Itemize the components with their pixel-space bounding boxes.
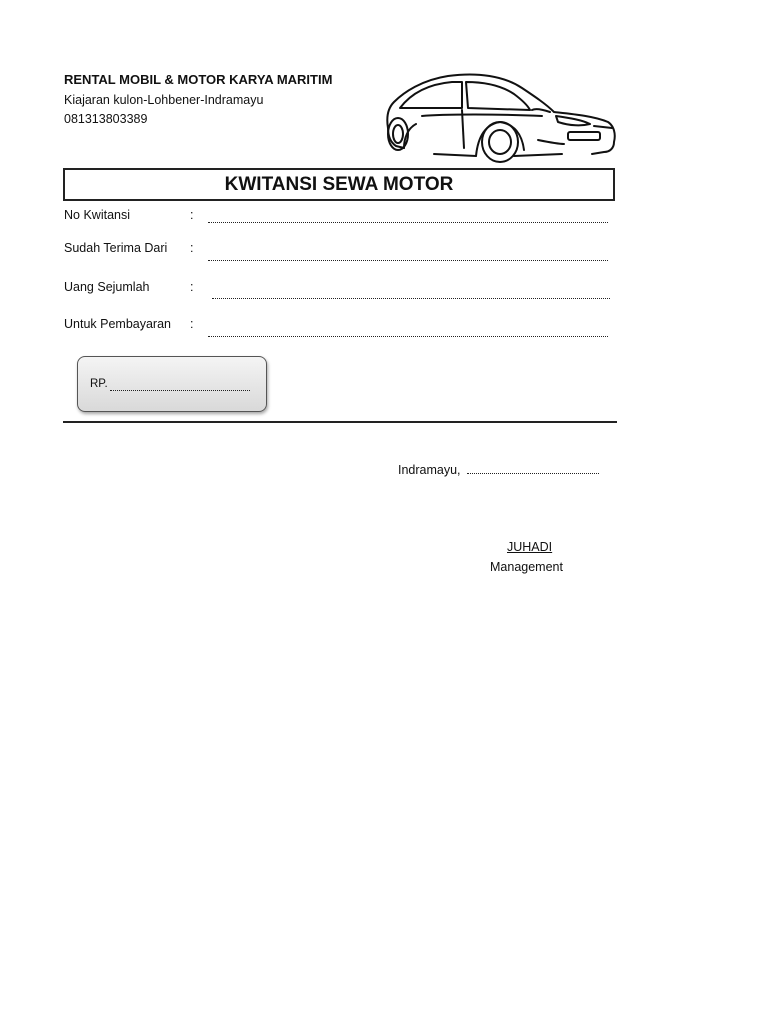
field-label-untuk-pembayaran: Untuk Pembayaran	[64, 317, 172, 331]
field-blank-untuk-pembayaran[interactable]	[208, 336, 608, 337]
field-blank-uang-sejumlah[interactable]	[212, 298, 610, 299]
divider-line	[63, 421, 617, 423]
field-colon: :	[190, 280, 194, 294]
amount-label: RP.	[90, 378, 108, 390]
company-phone: 081313803389	[64, 112, 148, 126]
receipt-title: KWITANSI SEWA MOTOR	[224, 173, 454, 195]
field-blank-sudah-terima-dari[interactable]	[208, 260, 608, 261]
field-colon: :	[190, 241, 194, 255]
car-icon	[382, 70, 618, 166]
amount-blank[interactable]	[110, 390, 250, 391]
field-colon: :	[190, 208, 194, 222]
signer-name: JUHADI	[507, 540, 553, 554]
receipt-title-box	[63, 168, 615, 201]
field-colon: :	[190, 317, 194, 331]
place-label: Indramayu,	[398, 463, 461, 477]
field-blank-no-kwitansi[interactable]	[208, 222, 608, 223]
field-label-sudah-terima-dari: Sudah Terima Dari	[64, 241, 168, 255]
company-address: Kiajaran kulon-Lohbener-Indramayu	[64, 93, 264, 107]
field-label-uang-sejumlah: Uang Sejumlah	[64, 280, 150, 294]
signer-title: Management	[490, 560, 563, 574]
company-name: RENTAL MOBIL & MOTOR KARYA MARITIM	[64, 72, 333, 87]
date-blank[interactable]	[467, 473, 599, 474]
field-label-no-kwitansi: No Kwitansi	[64, 208, 130, 222]
amount-box	[77, 356, 267, 412]
